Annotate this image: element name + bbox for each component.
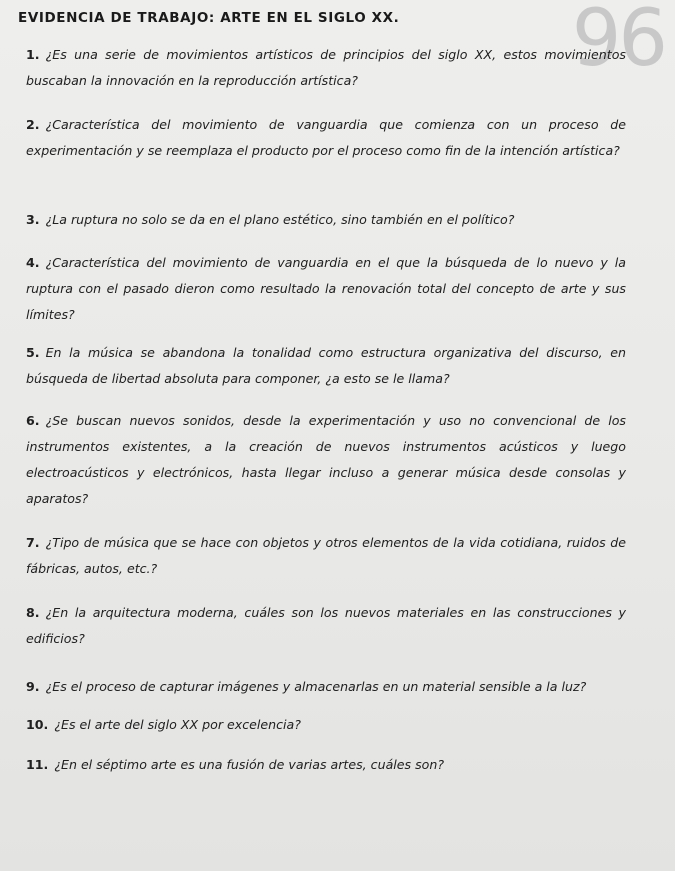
question-text: ¿Tipo de música que se hace con objetos y otros elementos de la vida cotidiana, ruidos de fábricas, autos, etc.? — [26, 535, 626, 576]
question-item — [26, 340, 626, 392]
question-item — [26, 530, 626, 582]
question-item — [26, 408, 626, 512]
question-number: 8. — [26, 605, 40, 620]
question-item — [26, 112, 626, 164]
question-number: 5. — [26, 345, 40, 360]
question-number: 7. — [26, 535, 40, 550]
page-number: 96 — [571, 0, 665, 84]
question-text: ¿En el séptimo arte es una fusión de varias artes, cuáles son? — [54, 757, 445, 772]
question-text: ¿La ruptura no solo se da en el plano estético, sino también en el político? — [45, 212, 515, 227]
question-number: 3. — [26, 212, 40, 227]
question-number: 6. — [26, 413, 40, 428]
question-number: 10. — [26, 717, 49, 732]
question-item — [26, 207, 626, 233]
question-number: 2. — [26, 117, 40, 132]
question-item — [26, 752, 626, 778]
question-number: 9. — [26, 679, 40, 694]
question-text: ¿Se buscan nuevos sonidos, desde la experimentación y uso no convencional de los instrumentos existentes, a la creación de nuevos instrumentos acústicos y luego electroacústicos y electrónicos, hasta llegar incluso a generar música desde consolas y aparatos? — [26, 413, 626, 506]
question-item — [26, 600, 626, 652]
question-item — [26, 674, 626, 700]
question-number: 4. — [26, 255, 40, 270]
question-text: En la música se abandona la tonalidad como estructura organizativa del discurso, en búsqueda de libertad absoluta para componer, ¿a esto se le llama? — [26, 345, 626, 386]
question-number: 11. — [26, 757, 49, 772]
question-item — [26, 712, 626, 738]
question-item — [26, 42, 626, 94]
question-text: ¿En la arquitectura moderna, cuáles son los nuevos materiales en las construcciones y edificios? — [26, 605, 626, 646]
question-text: ¿Es el proceso de capturar imágenes y almacenarlas en un material sensible a la luz? — [45, 679, 587, 694]
question-text: ¿Característica del movimiento de vanguardia que comienza con un proceso de experimentación y se reemplaza el producto por el proceso como fin de la intención artística? — [26, 117, 626, 158]
question-item — [26, 250, 626, 328]
question-text: ¿Característica del movimiento de vanguardia en el que la búsqueda de lo nuevo y la ruptura con el pasado dieron como resultado la renovación total del concepto de arte y sus límites? — [26, 255, 626, 322]
page-title: EVIDENCIA DE TRABAJO: ARTE EN EL SIGLO XX. — [18, 10, 400, 26]
question-number: 1. — [26, 47, 40, 62]
question-text: ¿Es una serie de movimientos artísticos de principios del siglo XX, estos movimientos buscaban la innovación en la reproducción artística? — [26, 47, 626, 88]
question-text: ¿Es el arte del siglo XX por excelencia? — [54, 717, 301, 732]
